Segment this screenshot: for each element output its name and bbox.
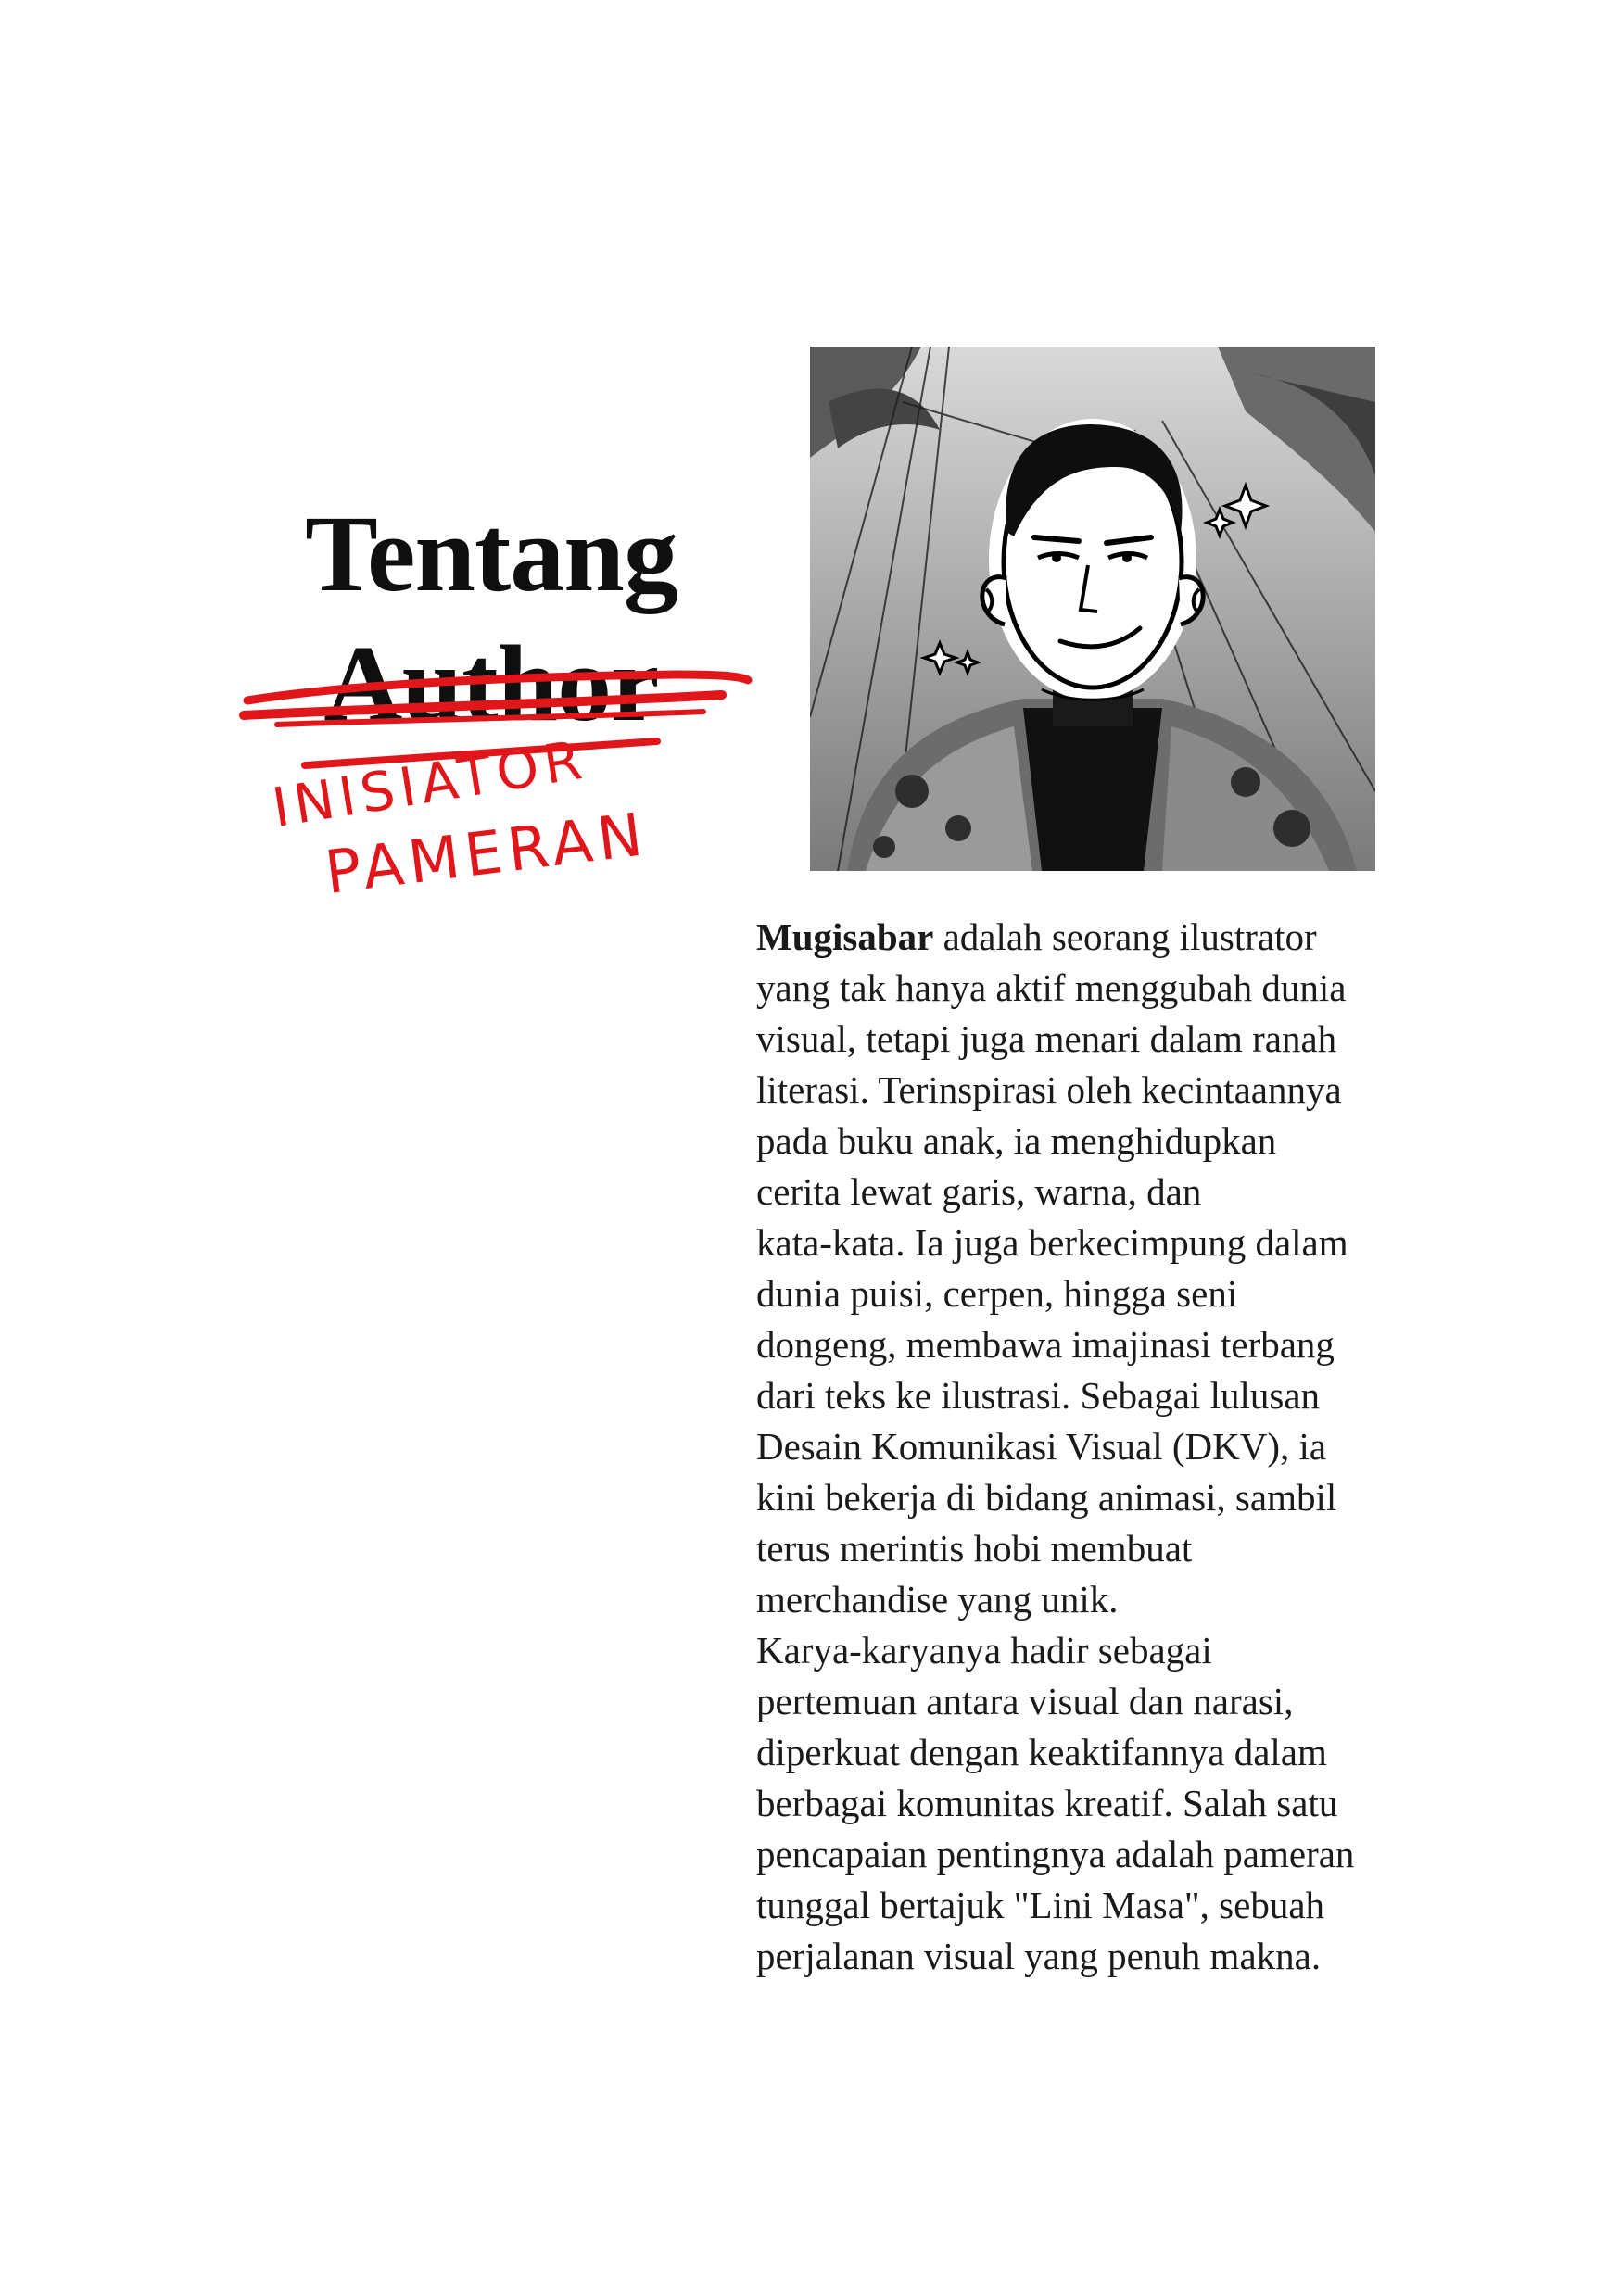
bio-line xyxy=(756,912,1442,963)
bio-line: pencapaian pentingnya adalah pameran xyxy=(756,1833,1355,1875)
author-name: Mugisabar xyxy=(756,915,934,958)
title-author-line xyxy=(250,619,732,749)
bio-line: dunia puisi, cerpen, hingga seni xyxy=(756,1272,1238,1315)
author-bio xyxy=(756,912,1442,1982)
title-block xyxy=(250,489,732,749)
bio-line: merchandise yang unik. xyxy=(756,1578,1119,1621)
title-author: Author xyxy=(323,623,659,744)
bio-line: pada buku anak, ia menghidupkan xyxy=(756,1119,1277,1162)
bio-line: yang tak hanya aktif menggubah dunia xyxy=(756,966,1347,1009)
bio-line: kata-kata. Ia juga berkecimpung dalam xyxy=(756,1221,1348,1264)
bio-first-line-rest: adalah seorang ilustrator xyxy=(933,915,1317,958)
bio-line: kini bekerja di bidang animasi, sambil xyxy=(756,1476,1337,1519)
bio-line: pertemuan antara visual dan narasi, xyxy=(756,1680,1294,1722)
bio-line: perjalanan visual yang penuh makna. xyxy=(756,1935,1322,1977)
bio-line: Desain Komunikasi Visual (DKV), ia xyxy=(756,1425,1327,1468)
bio-line: berbagai komunitas kreatif. Salah satu xyxy=(756,1782,1338,1824)
bio-line: visual, tetapi juga menari dalam ranah xyxy=(756,1017,1337,1060)
bio-line: dongeng, membawa imajinasi terbang xyxy=(756,1323,1335,1366)
bio-line: literasi. Terinspirasi oleh kecintaannya xyxy=(756,1068,1342,1111)
bio-line: Karya-karyanya hadir sebagai xyxy=(756,1629,1212,1672)
bio-line: cerita lewat garis, warna, dan xyxy=(756,1170,1202,1213)
bio-line: diperkuat dengan keaktifannya dalam xyxy=(756,1731,1327,1773)
struck-author xyxy=(323,619,658,749)
author-portrait xyxy=(810,347,1375,871)
handwritten-inisiator: INISIATOR xyxy=(268,727,591,839)
bio-line: dari teks ke ilustrasi. Sebagai lulusan xyxy=(756,1374,1321,1417)
title-tentang: Tentang xyxy=(305,493,677,614)
bio-line: terus merintis hobi membuat xyxy=(756,1527,1193,1570)
handwritten-pameran: PAMERAN xyxy=(321,800,652,908)
author-portrait-illustration-icon xyxy=(810,347,1375,871)
bio-line: tunggal bertajuk "Lini Masa", sebuah xyxy=(756,1884,1325,1926)
